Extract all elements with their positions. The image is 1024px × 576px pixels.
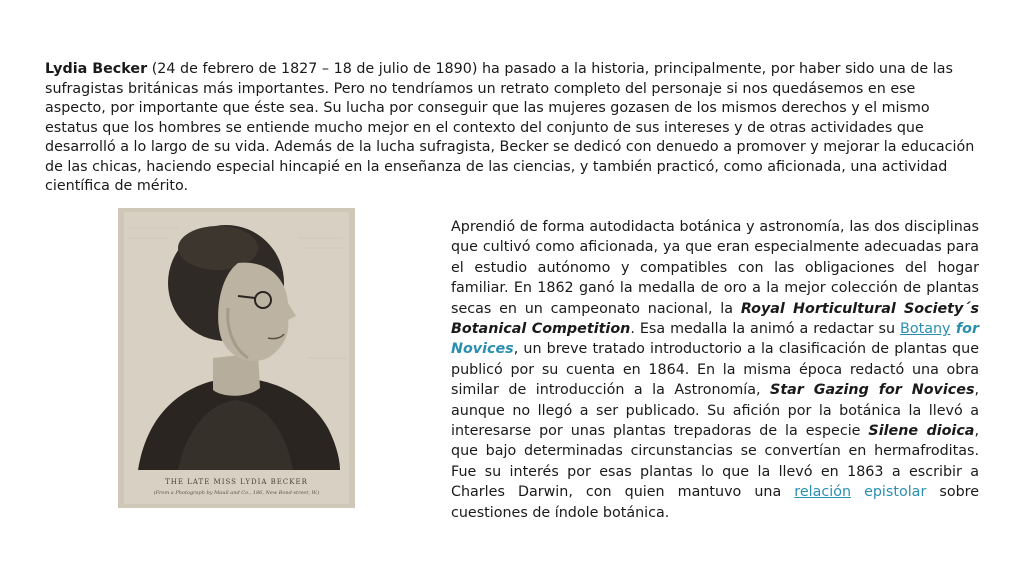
- intro-paragraph: [45, 60, 975, 197]
- portrait-engraving: [118, 208, 355, 508]
- epistolar-link[interactable]: epistolar: [864, 484, 927, 501]
- body-text-3: , un breve tratado introductorio a la clasificación de plantas que publicó por su cuenta en 1864. En la misma época redactó una obra similar de introducción a la Astronomía,: [451, 341, 979, 399]
- portrait-caption: THE LATE MISS LYDIA BECKER: [165, 478, 308, 486]
- body-text-6: sobre cuestiones de índole botánica.: [451, 484, 980, 521]
- body-text-1: Aprendió de forma autodidacta botánica y astronomía, las dos disciplinas que cultivó como aficionada, ya que eran especialmente adecuadas para el estudio autónomo y compatibles con las obligaciones del hogar familiar. En 1862 ganó la medalla de oro a la mejor colección de plantas secas en un campeonato nacional, la: [451, 219, 979, 317]
- biography-paragraph: [451, 217, 979, 523]
- portrait-credit: (From a Photograph by Maull and Co., 186, New Bond-street, W.): [153, 490, 320, 496]
- body-text-2: . Esa medalla la animó a redactar su: [630, 321, 901, 338]
- portrait-illustration: [118, 208, 355, 508]
- botany-link[interactable]: Botany: [900, 321, 951, 338]
- intro-text: (24 de febrero de 1827 – 18 de julio de 1890) ha pasado a la historia, principalmente, por haber sido una de las sufragistas británicas más importantes. Pero no tendríamos un retrato completo del personaje si nos quedásemos en ese aspecto, por importante que éste sea. Su lucha por conseguir que las mujeres gozasen de los mismos derechos y el mismo estatus que los hombres se entiende mucho mejor en el contexto del conjunto de sus intereses y de otras actividades que desarrolló a lo largo de su vida. Además de la lucha sufragista, Becker se dedicó con denuedo a promover y mejorar la educación de las chicas, haciendo especial hincapié en la enseñanza de las ciencias, y también practicó, como aficionada, una actividad científica de mérito.: [45, 61, 975, 194]
- body-text-5: , que bajo determinadas circunstancias se convertían en hermafroditas. Fue su interés por esas plantas lo que la llevó en 1863 a escribir a Charles Darwin, con quien mantuvo una: [451, 423, 979, 501]
- silene-dioica-term: Silene dioica: [868, 423, 975, 440]
- star-gazing-title: Star Gazing for Novices: [770, 382, 975, 399]
- body-text-4: , aunque no llegó a ser publicado. Su afición por la botánica la llevó a interesarse por unas plantas trepadoras de la especie: [451, 382, 979, 440]
- competition-title: Royal Horticultural Society´s Botanical Competition: [451, 300, 979, 338]
- relacion-link[interactable]: relación: [794, 484, 851, 501]
- for-novices-text: for Novices: [451, 321, 979, 358]
- subject-name: Lydia Becker: [45, 61, 148, 77]
